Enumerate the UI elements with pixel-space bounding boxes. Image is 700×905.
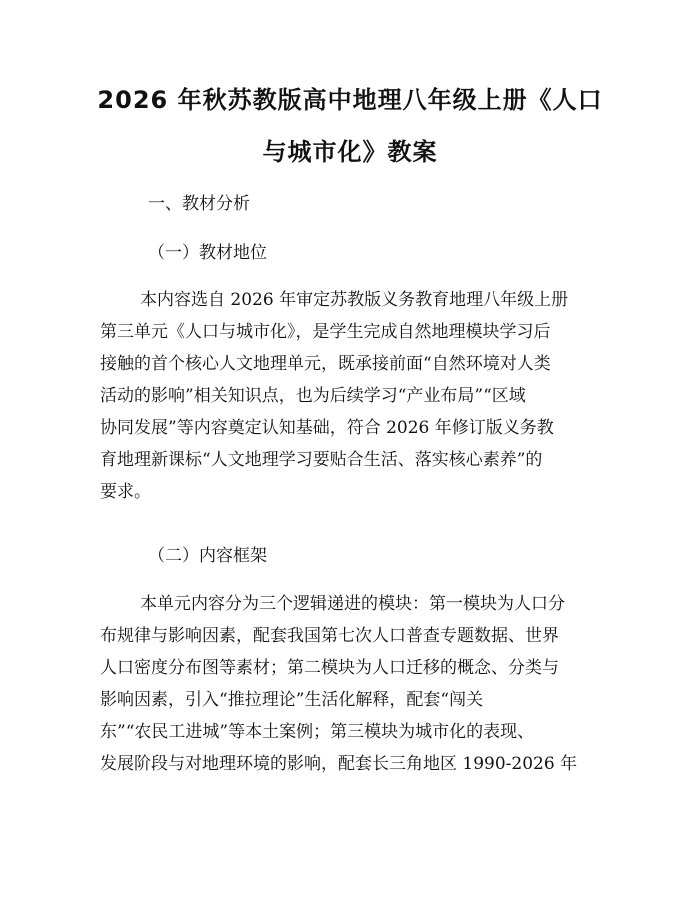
paragraph-2-line: 布规律与影响因素，配套我国第七次人口普查专题数据、世界 xyxy=(100,626,559,646)
paragraph-1-line: 接触的首个核心人文地理单元，既承接前面“自然环境对人类 xyxy=(100,354,551,374)
section-heading-textbook-analysis: 一、教材分析 xyxy=(148,194,250,214)
paragraph-2-line: 人口密度分布图等素材；第二模块为人口迁移的概念、分类与 xyxy=(100,658,559,678)
paragraph-1-line: 协同发展”等内容奠定认知基础，符合 2026 年修订版义务教 xyxy=(100,418,554,438)
subsection-heading-content-framework: （二）内容框架 xyxy=(148,546,267,566)
paragraph-2-line: 影响因素，引入“推拉理论”生活化解释，配套“闯关 xyxy=(100,690,484,710)
document-title-line-1: 2026 年秋苏教版高中地理八年级上册《人口 xyxy=(97,86,603,114)
paragraph-1-line: 本内容选自 2026 年审定苏教版义务教育地理八年级上册 xyxy=(140,290,569,310)
paragraph-1-line: 育地理新课标“人文地理学习要贴合生活、落实核心素养”的 xyxy=(100,450,543,470)
paragraph-2-line: 发展阶段与对地理环境的影响，配套长三角地区 1990-2026 年 xyxy=(100,754,578,774)
paragraph-1-line: 要求。 xyxy=(100,482,151,502)
paragraph-1-line: 第三单元《人口与城市化》，是学生完成自然地理模块学习后 xyxy=(100,322,551,342)
paragraph-2-line: 东”“农民工进城”等本土案例；第三模块为城市化的表现、 xyxy=(100,722,535,742)
document-title-line-2: 与城市化》教案 xyxy=(262,138,438,166)
subsection-heading-textbook-position: （一）教材地位 xyxy=(148,243,267,263)
paragraph-1-line: 活动的影响”相关知识点，也为后续学习“产业布局”“区域 xyxy=(100,386,526,406)
paragraph-2-line: 本单元内容分为三个逻辑递进的模块：第一模块为人口分 xyxy=(140,594,565,614)
